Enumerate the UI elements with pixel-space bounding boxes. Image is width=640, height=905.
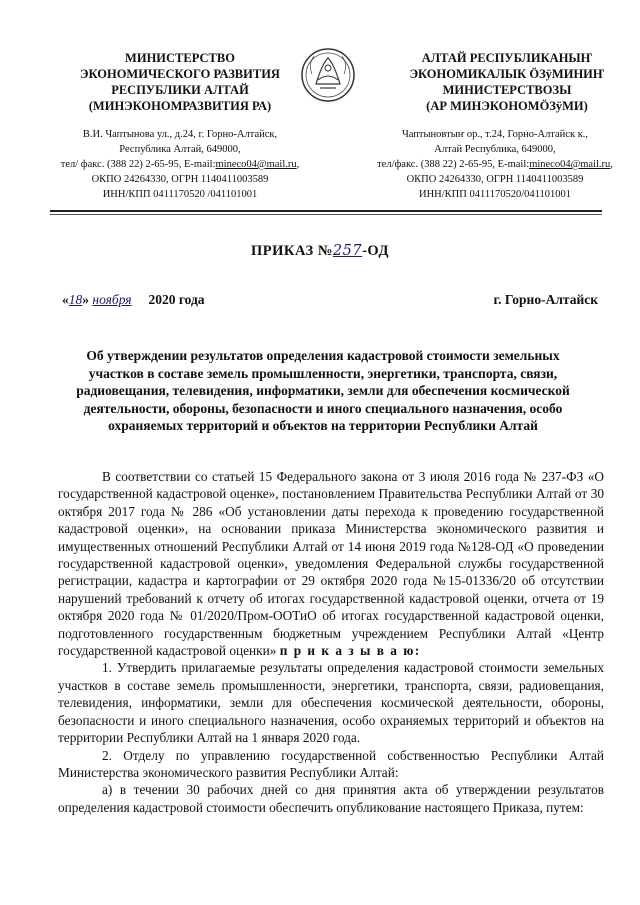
date-year: 2020 года (148, 292, 205, 307)
contacts-altai (360, 127, 630, 202)
order-command: п р и к а з ы в а ю: (279, 643, 421, 659)
address-line: Республика Алтай, 649000, (119, 144, 241, 155)
ministry-name-russian (55, 50, 305, 114)
ministry-line: (АР МИНЭКОНОМÖЗÿМИ) (426, 99, 588, 113)
inn-line: ИНН/КПП 0411170520 /041101001 (102, 189, 258, 200)
coat-of-arms-icon (300, 44, 356, 106)
ministry-line: ЭКОНОМИКАЛЫК ÖЗÿМИНИҤ (409, 67, 605, 81)
ministry-name-altai (382, 50, 632, 114)
order-body (58, 468, 604, 816)
ministry-line: МИНИСТЕРСТВО (125, 51, 235, 65)
paragraph-item-1: 1. Утвердить прилагаемые результаты определения кадастровой стоимости земельных участков в составе земель промышленности, энергетики, транспорта, связи, радиовещания, телевидения, информатики, земли для обеспечения космической деятельности, обороны, безопасности и иного специального назначения, особо охраняемых территорий и объектов на территории Республики Алтай на 1 января 2020 года. (58, 660, 604, 746)
header-divider (50, 210, 602, 212)
email-link[interactable]: mineco04@mail.ru (529, 159, 611, 170)
address-line: Алтай Республика, 649000, (434, 144, 556, 155)
order-date (62, 292, 205, 308)
okpo-line: ОКПО 24264330, ОГРН 1140411003589 (91, 174, 269, 185)
date-day: 18 (68, 292, 83, 307)
phone-line (45, 157, 315, 172)
ministry-line: ЭКОНОМИЧЕСКОГО РАЗВИТИЯ (80, 67, 280, 81)
paragraph-preamble (58, 468, 604, 659)
header-divider (50, 214, 602, 215)
ministry-line: РЕСПУБЛИКИ АЛТАЙ (111, 83, 249, 97)
punctuation: , (296, 159, 300, 170)
address-line: Чаптыновтыҥ ор., т.24, Горно-Алтайск к., (401, 129, 589, 140)
ministry-line: МИНИСТЕРСТВОЗЫ (442, 83, 572, 97)
quote: » (82, 292, 89, 307)
ministry-line: АЛТАЙ РЕСПУБЛИКАНЫҤ (421, 51, 593, 65)
date-month: ноября (92, 292, 132, 307)
phone-text: тел/ факс. (388 22) 2-65-95, E-mail: (60, 159, 216, 170)
order-title (0, 243, 640, 260)
phone-text: тел/факс. (388 22) 2-65-95, E-mail: (377, 159, 530, 170)
paragraph-item-2a: а) в течении 30 рабочих дней со дня принятия акта об утверждении результатов определения кадастровой стоимости обеспечить опубликование настоящего Приказа, путем: (58, 782, 604, 815)
order-number: 257 (332, 243, 363, 259)
inn-line: ИНН/КПП 0411170520/041101001 (419, 189, 571, 200)
quote: « (62, 292, 69, 307)
okpo-line: ОКПО 24264330, ОГРН 1140411003589 (406, 174, 584, 185)
paragraph-item-2: 2. Отделу по управлению государственной собственностью Республики Алтай Министерства экономического развития Республики Алтай: (58, 747, 604, 780)
phone-line (360, 157, 630, 172)
email-link[interactable]: mineco04@mail.ru (215, 159, 297, 170)
order-prefix: ПРИКАЗ № (251, 243, 333, 259)
ministry-line: (МИНЭКОНОМРАЗВИТИЯ РА) (88, 99, 272, 113)
preamble-text: В соответствии со статьей 15 Федерального закона от 3 июля 2016 года № 237-ФЗ «О государственной кадастровой оценке», постановлением Правительства Республики Алтай от 30 октября 2017 года № 286 «Об установлении даты перехода к проведению государственной кадастровой оценки», на основании приказа Министерства экономического развития и имущественных отношений Республики Алтай от 14 июня 2019 года №128-ОД «О проведении государственной кадастровой оценки», уведомления Федеральной службы государственной регистрации, кадастра и картографии от 29 октября 2020 года №15-01336/20 об отсутствии нарушений требований к отчету об итогах государственной кадастровой оценки, отчета от 19 октября 2020 года № 01/2020/Пром-ООТиО об итогах государственной кадастровой оценки, подготовленного государственным бюджетным учреждением Республики Алтай «Центр государственной кадастровой оценки» (58, 469, 604, 659)
order-suffix: -ОД (362, 243, 389, 259)
order-subject: Об утверждении результатов определения кадастровой стоимости земельных участков в составе земель промышленности, энергетики, транспорта, связи, радиовещания, телевидения, информатики, земли для обеспечения космической деятельности, обороны, безопасности и иного специального назначения, особо охраняемых территорий и объектов на территории Республики Алтай (76, 348, 570, 433)
order-city: г. Горно-Алтайск (493, 292, 598, 307)
punctuation: , (610, 159, 613, 170)
contacts-russian (45, 127, 315, 202)
address-line: В.И. Чаптынова ул., д.24, г. Горно-Алтайск, (82, 129, 278, 140)
